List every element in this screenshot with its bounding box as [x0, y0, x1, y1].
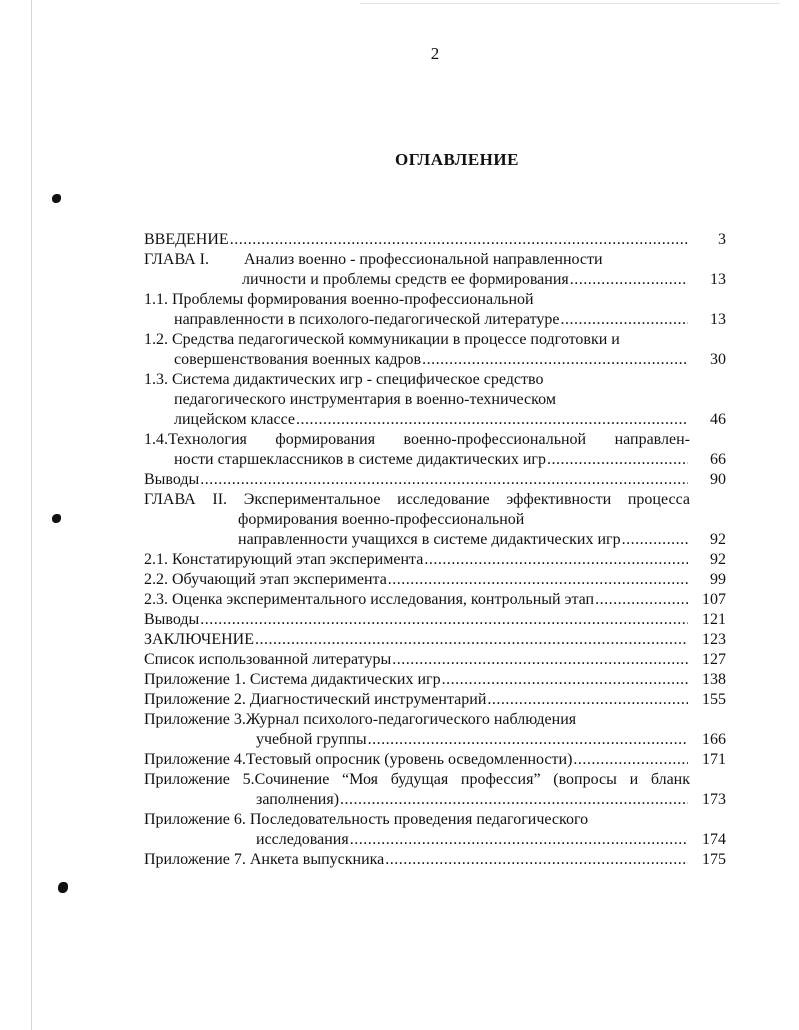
toc-entry-1-2 [174, 350, 690, 370]
toc-page-number: 121 [702, 611, 726, 628]
punch-hole-mark [52, 194, 61, 203]
toc-entry-appendix-5 [256, 790, 690, 810]
toc-entry-text: ЗАКЛЮЧЕНИЕ [144, 631, 254, 648]
toc-entry-text: личности и проблемы средств ее формирования [242, 271, 569, 288]
toc-chapter-label: ГЛАВА I. [144, 251, 209, 268]
toc-page-number: 138 [702, 671, 726, 688]
toc-entry-2-2 [144, 570, 690, 590]
toc-entry-text: учебной группы [256, 731, 367, 748]
toc-entry-text: 1.4.Технология формирования военно-профессиональной направлен- [144, 431, 690, 448]
toc-entry-1-3 [174, 410, 690, 430]
toc-leader-dots [385, 850, 688, 870]
toc-entry-appendix-1 [144, 670, 690, 690]
toc-page-number: 166 [702, 731, 726, 748]
toc-entry-text: Выводы [144, 471, 200, 488]
punch-hole-mark [58, 882, 68, 893]
toc-entry-text: Анализ военно - профессиональной направленности [244, 251, 603, 268]
toc-leader-dots [487, 690, 688, 710]
toc-entry-1-1 [174, 310, 690, 330]
toc-entry-text: Приложение 3.Журнал психолого-педагогического наблюдения [144, 711, 577, 728]
toc-entry-text: Приложение 1. Система дидактических игр [144, 671, 441, 688]
toc-page-number: 175 [702, 851, 726, 868]
toc-page-number: 155 [702, 691, 726, 708]
toc-entry-text: Выводы [144, 611, 200, 628]
toc-entry-text: Приложение 4.Тестовый опросник (уровень осведомленности) [144, 751, 573, 768]
toc-entry-introduction [144, 230, 690, 250]
punch-hole-mark [52, 514, 61, 523]
toc-leader-dots [368, 730, 688, 750]
toc-leader-dots [622, 530, 688, 550]
toc-entry-text: Приложение 7. Анкета выпускника [144, 851, 385, 868]
toc-entry-1-4 [174, 450, 690, 470]
toc-leader-dots [573, 750, 688, 770]
toc-leader-dots [388, 570, 688, 590]
toc-entry-appendix-4 [144, 750, 690, 770]
toc-entry-text: направленности в психолого-педагогической литературе [174, 311, 560, 328]
toc-page-number: 90 [710, 471, 726, 488]
toc-page-number: 13 [710, 311, 726, 328]
toc-leader-dots [547, 450, 688, 470]
toc-leader-dots [570, 270, 688, 290]
toc-entry-text: 2.1. Констатирующий этап эксперимента [144, 551, 424, 568]
toc-entry-text: 2.3. Оценка экспериментального исследования, контрольный этап [144, 591, 595, 608]
toc-page-number: 92 [710, 551, 726, 568]
toc-entry-text: Список использованной литературы [144, 651, 392, 668]
toc-leader-dots [230, 230, 688, 250]
toc-leader-dots [340, 790, 688, 810]
toc-entry-text: Приложение 6. Последовательность проведения педагогического [144, 811, 589, 828]
toc-leader-dots [255, 630, 688, 650]
toc-entry-text: Приложение 5.Сочинение “Моя будущая профессия” (вопросы и бланк [144, 771, 690, 788]
toc-entry-chapter-1 [242, 270, 690, 290]
toc-leader-dots [296, 410, 688, 430]
toc-entry-text: направленности учащихся в системе дидактических игр [238, 531, 621, 548]
toc-page-number: 99 [710, 571, 726, 588]
toc-page-number: 127 [702, 651, 726, 668]
toc-entry-text: лицейском классе [174, 411, 296, 428]
toc-entry-text: формирования военно-профессиональной [238, 511, 525, 528]
toc-entry-appendix-2 [144, 690, 690, 710]
toc-leader-dots [200, 610, 688, 630]
toc-page-number: 30 [710, 351, 726, 368]
toc-entry-chapter-2 [238, 530, 690, 550]
toc-entry-2-1 [144, 550, 690, 570]
page-number: 2 [430, 44, 440, 63]
toc-page-number: 107 [702, 591, 726, 608]
toc-entry-2-3 [144, 590, 690, 610]
toc-page-number: 66 [710, 451, 726, 468]
toc-page-number: 46 [710, 411, 726, 428]
toc-leader-dots [595, 590, 688, 610]
toc-entry-text: ГЛАВА II. Экспериментальное исследование эффективности процесса [144, 491, 690, 508]
toc-entry-text: ности старшеклассников в системе дидактических игр [174, 451, 546, 468]
toc-leader-dots [424, 550, 688, 570]
toc-leader-dots [392, 650, 688, 670]
toc-entry-text: совершенствования военных кадров [174, 351, 422, 368]
toc-page-number: 13 [710, 271, 726, 288]
toc-entry-conclusions-2 [144, 610, 690, 630]
toc-entry-text: 1.1. Проблемы формирования военно-профессиональной [144, 291, 534, 308]
toc-entry-text: 1.2. Средства педагогической коммуникации в процессе подготовки и [144, 331, 620, 348]
toc-leader-dots [442, 670, 688, 690]
toc-entry-conclusion [144, 630, 690, 650]
toc-page-number: 92 [710, 531, 726, 548]
toc-entry-appendix-6 [256, 830, 690, 850]
toc-leader-dots [200, 470, 688, 490]
toc-entry-text: исследования [256, 831, 349, 848]
toc-leader-dots [422, 350, 688, 370]
toc-leader-dots [350, 830, 688, 850]
toc-entry-text: педагогического инструментария в военно-техническом [174, 391, 556, 408]
toc-entry-text: заполнения) [256, 791, 340, 808]
toc-page-number: 174 [702, 831, 726, 848]
toc-leader-dots [561, 310, 688, 330]
toc-page-number: 123 [702, 631, 726, 648]
toc-page-number: 171 [702, 751, 726, 768]
toc-entry-text: 1.3. Система дидактических игр - специфическое средство [144, 371, 544, 388]
toc-entry-text: 2.2. Обучающий этап эксперимента [144, 571, 387, 588]
toc-page-number: 173 [702, 791, 726, 808]
toc-entry-text: ВВЕДЕНИЕ [144, 231, 229, 248]
toc-entry-text: Приложение 2. Диагностический инструментарий [144, 691, 487, 708]
toc-entry-bibliography [144, 650, 690, 670]
toc-entry-appendix-3 [256, 730, 690, 750]
toc-entry-appendix-7 [144, 850, 690, 870]
toc-entry-conclusions-1 [144, 470, 690, 490]
scan-top-line [360, 3, 780, 4]
toc-page-number: 3 [718, 231, 726, 248]
page-title: ОГЛАВЛЕНИЕ [395, 150, 519, 169]
